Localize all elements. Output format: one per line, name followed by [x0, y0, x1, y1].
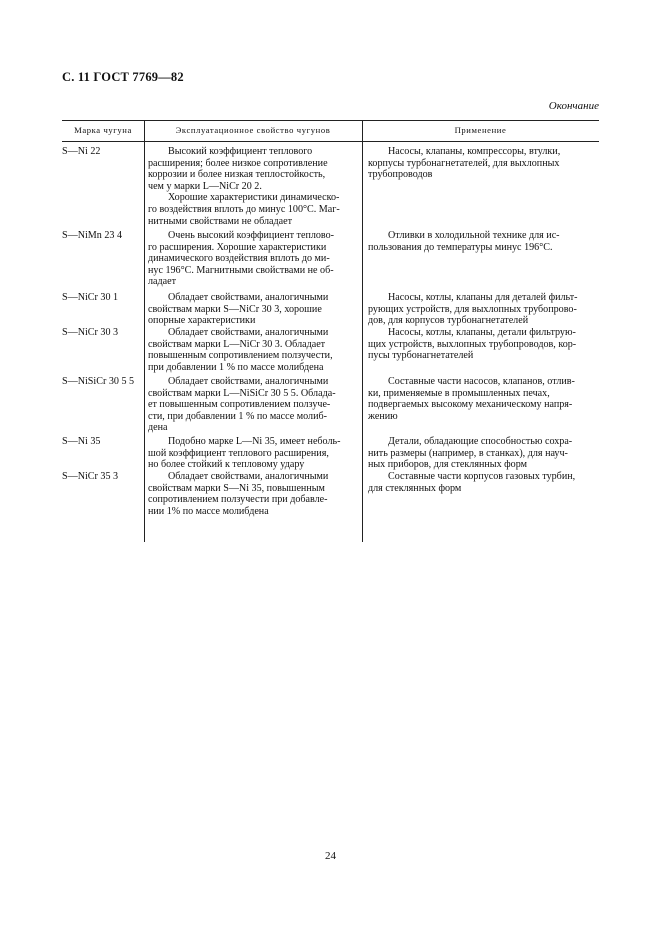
- column-divider: [144, 120, 145, 542]
- application-line: для стеклянных форм: [368, 482, 462, 494]
- application: [368, 376, 599, 422]
- operational-property: [148, 376, 356, 434]
- application-line: подвергаемых высокому механическому напря-: [368, 399, 573, 411]
- application: [368, 292, 599, 327]
- application-line: пусы турбонагнетателей: [368, 350, 474, 362]
- property-line: го расширения. Хорошие характеристики: [148, 241, 327, 253]
- operational-property: [148, 292, 356, 327]
- operational-property: [148, 230, 356, 288]
- application-line: ных приборов, для стеклянных форм: [368, 459, 528, 471]
- application-line: нить размеры (например, в станках), для науч-: [368, 447, 568, 459]
- property-line: повышенным сопротивлением ползучести,: [148, 350, 333, 362]
- application-line: Насосы, клапаны, компрессоры, втулки,: [388, 146, 561, 157]
- application-line: Составные части корпусов газовых турбин,: [388, 471, 576, 482]
- application-line: Детали, обладающие способностью сохра-: [388, 436, 573, 447]
- property-line: коррозии и более низкая теплостойкость,: [148, 169, 326, 181]
- operational-property: [148, 436, 356, 471]
- cast-iron-grade: S—Ni 22: [62, 146, 101, 157]
- property-line: свойствам марки S—Ni 35, повышенным: [148, 482, 325, 494]
- operational-property: [148, 327, 356, 373]
- application-line: рующих устройств, для выхлопных трубопрово-: [368, 303, 577, 315]
- property-line: нус 196°С. Магнитными свойствами не об-: [148, 264, 334, 276]
- property-line: Обладает свойствами, аналогичными: [168, 471, 329, 482]
- property-line: Подобно марке L—Ni 35, имеет неболь-: [168, 436, 341, 447]
- cast-iron-table: [62, 120, 599, 542]
- application: [368, 230, 599, 253]
- property-line: сопротивлением ползучести при добавле-: [148, 494, 328, 506]
- property-line: нитными свойствами не обладает: [148, 215, 293, 227]
- property-line: свойствам марки L—NiSiCr 30 5 5. Облада-: [148, 387, 336, 399]
- property-line: но более стойкий к тепловому удару: [148, 459, 305, 471]
- cast-iron-grade: S—NiCr 30 1: [62, 292, 119, 303]
- property-line: Обладает свойствами, аналогичными: [168, 292, 329, 303]
- property-line: Хорошие характеристики динамическо-: [168, 192, 340, 204]
- table-header-rule: [62, 141, 599, 142]
- page-number: 24: [325, 850, 336, 862]
- property-line: опорные характеристики: [148, 315, 256, 327]
- property-line: чем у марки L—NiCr 20 2.: [148, 180, 262, 192]
- property-line: свойствам марки L—NiCr 30 3. Обладает: [148, 338, 326, 350]
- operational-property: [148, 146, 356, 227]
- application-line: дов, для корпусов турбонагнетателей: [368, 315, 529, 327]
- continuation-label: Окончание: [548, 100, 599, 112]
- cast-iron-grade: S—NiCr 35 3: [62, 471, 119, 482]
- application: [368, 146, 599, 181]
- property-line: Высокий коэффициент теплового: [168, 146, 313, 157]
- application-line: щих устройств, выхлопных трубопроводов, кор-: [368, 338, 577, 350]
- property-line: нии 1% по массе молибдена: [148, 505, 269, 517]
- application: [368, 327, 599, 362]
- application-line: пользования до температуры минус 196°С.: [368, 241, 553, 253]
- application-line: трубопроводов: [368, 169, 433, 181]
- property-line: дена: [148, 422, 168, 434]
- property-line: ладает: [148, 276, 177, 288]
- application: [368, 471, 599, 494]
- property-line: Очень высокий коэффициент теплово-: [168, 230, 335, 241]
- property-line: сти, при добавлении 1 % по массе молиб-: [148, 410, 327, 422]
- column-header-property: Эксплуатационное свойство чугунов: [175, 125, 331, 135]
- operational-property: [148, 471, 356, 517]
- table-top-rule: [62, 120, 599, 121]
- property-line: при добавлении 1 % по массе молибдена: [148, 361, 324, 373]
- application-line: Насосы, котлы, клапаны, детали фильтрую-: [388, 327, 576, 338]
- application-line: корпусы турбонагнетателей, для выхлопных: [368, 157, 560, 169]
- application-line: Насосы, котлы, клапаны для деталей фильт-: [388, 292, 578, 303]
- column-divider: [362, 120, 363, 542]
- application-line: Отливки в холодильной технике для ис-: [388, 230, 560, 241]
- column-header-mark: Марка чугуна: [74, 125, 132, 135]
- property-line: расширения; более низкое сопротивление: [148, 157, 328, 169]
- property-line: ет повышенным сопротивлением ползуче-: [148, 399, 331, 411]
- cast-iron-grade: S—NiMn 23 4: [62, 230, 123, 241]
- application-line: Составные части насосов, клапанов, отлив-: [388, 376, 575, 387]
- cast-iron-grade: S—NiCr 30 3: [62, 327, 119, 338]
- application-line: жению: [368, 410, 398, 422]
- page-header: С. 11 ГОСТ 7769—82: [62, 70, 184, 84]
- property-line: шой коэффициент теплового расширения,: [148, 447, 329, 459]
- property-line: свойствам марки S—NiCr 30 3, хорошие: [148, 303, 322, 315]
- cast-iron-grade: S—NiSiCr 30 5 5: [62, 376, 135, 387]
- property-line: динамического воздействия вплоть до ми-: [148, 253, 330, 265]
- property-line: Обладает свойствами, аналогичными: [168, 376, 329, 387]
- property-line: го воздействия вплоть до минус 100°С. Маг-: [148, 203, 340, 215]
- property-line: Обладает свойствами, аналогичными: [168, 327, 329, 338]
- column-header-application: Применение: [454, 125, 507, 135]
- cast-iron-grade: S—Ni 35: [62, 436, 101, 447]
- application: [368, 436, 599, 471]
- application-line: ки, применяемые в промышленных печах,: [368, 387, 550, 399]
